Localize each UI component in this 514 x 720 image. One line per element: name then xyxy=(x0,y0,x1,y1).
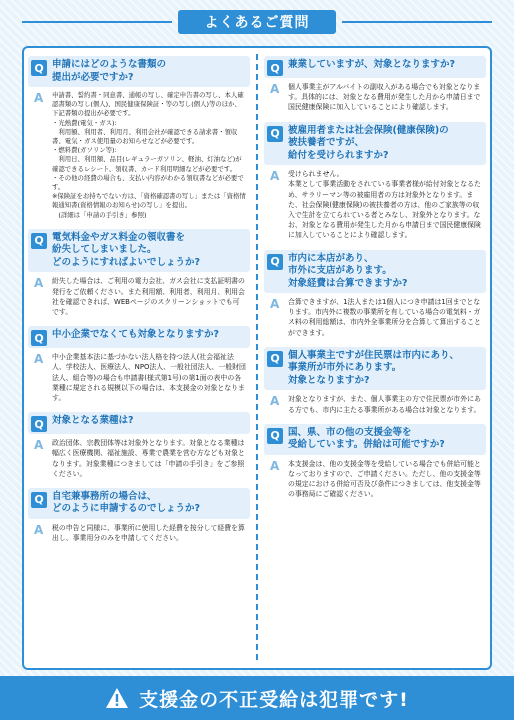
question-block xyxy=(264,424,486,455)
faq-column-right xyxy=(264,56,486,509)
question-text: 市内に本店があり、 市外に支店があります。 対象経費は合算できますか? xyxy=(288,252,408,289)
answer-text: 申請書、誓約書・同意書、通帳の写し、確定申告書の写し、本人確認書類の写し(個人)、国民健康保険証・等の写し(個人)等のほか、下記書類の提出が必要です。 ・光熱費(電気・ガス): 利用額、利用者、利用月、利用会社が確認できる請求書・領収書、電気・ガス使用量のお知らせなどが必要です。 ・燃料費(ガソリン等): 利用日、利用額、品目(レギュラーガソリン、軽油、灯油など)が確認できるレシート、領収書、カード利用明細などが必要です。 ・その他の経費の場合も、支払い内容がわかる領収書などが必要です。 ※保険証をお持ちでない方は、「資格確認書の写し」または「資格情報通知書(資格情報のお知らせ)の写し」を提出。 (詳細は「申請の手引き」参照) xyxy=(52,91,246,219)
answer-block xyxy=(28,272,250,319)
answer-text: 個人事業主がアルバイトの副収入がある場合でも対象となります。具体的には、対象となる費用が発生した月から申請日まで国民健康保険に加入していることにより確認します。 xyxy=(288,83,481,112)
warning-banner xyxy=(0,676,514,720)
question-mark-icon: Q xyxy=(267,351,283,367)
answer-text: 紛失した場合は、ご利用の電力会社、ガス会社に支払証明書の発行をご依頼ください。また利用額、利用者、利用月、利用会社を確認できれば、WEBページのスクリーンショットでも可です。 xyxy=(52,277,245,316)
question-block xyxy=(264,56,486,78)
faq-item xyxy=(28,412,250,481)
warning-text: 支援金の不正受給は犯罪です! xyxy=(139,688,409,711)
question-mark-icon: Q xyxy=(31,233,47,249)
answer-text: 対象となりますが、また、個人事業主の方で住民票が市外にある方でも、市内に主たる事業所がある場合は対象となります。 xyxy=(288,395,481,414)
question-block xyxy=(264,250,486,294)
faq-item xyxy=(28,488,250,545)
answer-mark-icon: A xyxy=(270,297,280,312)
question-text: 申請にはどのような書類の 提出が必要ですか? xyxy=(52,59,167,83)
answer-mark-icon: A xyxy=(34,522,44,537)
question-block xyxy=(28,326,250,348)
faq-item xyxy=(264,250,486,340)
answer-block xyxy=(264,390,486,416)
question-text: 中小企業でなくても対象となりますか? xyxy=(52,329,220,341)
question-mark-icon: Q xyxy=(267,126,283,142)
question-mark-icon: Q xyxy=(31,60,47,76)
question-mark-icon: Q xyxy=(31,416,47,432)
question-block xyxy=(264,122,486,166)
question-text: 国、県、市の他の支援金等を 受給しています。併給は可能ですか? xyxy=(288,426,445,451)
column-divider xyxy=(256,54,258,660)
title-rule-left xyxy=(22,21,172,23)
question-text: 兼業していますが、対象となりますか? xyxy=(288,59,456,70)
faq-item xyxy=(264,122,486,243)
answer-mark-icon: A xyxy=(270,394,280,409)
answer-mark-icon: A xyxy=(34,438,44,453)
question-mark-icon: Q xyxy=(31,492,47,508)
answer-block xyxy=(28,348,250,405)
question-text: 個人事業主ですが住民票は市内にあり、 事業所が市外にあります。 対象となりますか? xyxy=(288,349,460,386)
question-text: 自宅兼事務所の場合は、 どのように申請するのでしょうか? xyxy=(52,490,201,515)
question-text: 電気料金やガス料金の領収書を 紛失してしまいました。 どのようにすればよいでしょうか? xyxy=(52,231,201,268)
answer-mark-icon: A xyxy=(270,458,280,473)
faq-item xyxy=(28,326,250,405)
answer-block xyxy=(28,434,250,481)
warning-icon xyxy=(105,687,129,709)
answer-text: 政治団体、宗教団体等は対象外となります。対象となる業種は幅広く医療機関、福祉施設、専業で農業を営む方なども対象となります。対象業種につきましては「申請の手引き」をご参照ください。 xyxy=(52,439,245,478)
faq-item xyxy=(28,229,250,319)
question-mark-icon: Q xyxy=(267,254,283,270)
faq-item xyxy=(264,424,486,502)
answer-block xyxy=(264,78,486,115)
question-block xyxy=(28,56,250,87)
page-title: よくあるご質問 xyxy=(178,10,336,34)
faq-item xyxy=(264,347,486,417)
question-mark-icon: Q xyxy=(267,60,283,76)
answer-text: 本支援金は、他の支援金等を受給している場合でも併給可能となっておりますので、ご申請ください。ただし、他の支援金等の規定における併給可否及び条件につきましては、他支援金等の事務局にご確認ください。 xyxy=(288,459,481,499)
faq-column-left xyxy=(28,56,250,552)
answer-text: 税の申告と同様に、事業所に使用した経費を按分して経費を算出し、事業用分のみを申請してください。 xyxy=(52,523,245,543)
question-mark-icon: Q xyxy=(267,428,283,444)
question-block xyxy=(28,488,250,519)
answer-text: 受けられません。 本業として事業活動をされている事業者様が給付対象となるため、サラリーマン等の被雇用者の方は対象外となります。また、社会保険(健康保険)の被扶養者の方は、他のご家族等の収入で生計を立てられている者とみなし、対象外となります。なお、対象となる費用が発生した月から申請日まで国民健康保険に加入していることにより確認します。 xyxy=(288,170,481,240)
answer-block xyxy=(264,455,486,502)
question-block xyxy=(28,229,250,273)
title-rule-right xyxy=(342,21,492,23)
answer-mark-icon: A xyxy=(270,82,280,96)
question-block xyxy=(28,412,250,434)
answer-text: 中小企業基本法に基づかない法人格を持つ法人(社会福祉法人、学校法人、医療法人、NPO法人、一般社団法人、一般財団法人、組合等)の場合も申請書(様式第1号)の第1面の表中の各業種に規定される規模以下の場合は、本支援金の対象となります。 xyxy=(52,353,246,402)
answer-mark-icon: A xyxy=(34,352,44,367)
answer-mark-icon: A xyxy=(34,276,44,291)
answer-block xyxy=(28,87,250,222)
faq-item xyxy=(264,56,486,115)
question-text: 被雇用者または社会保険(健康保険)の 被扶養者ですが、 給付を受けられますか? xyxy=(288,124,449,161)
answer-mark-icon: A xyxy=(34,91,44,105)
question-block xyxy=(264,347,486,391)
question-mark-icon: Q xyxy=(31,330,47,346)
faq-item xyxy=(28,56,250,222)
question-text: 対象となる業種は? xyxy=(52,415,134,427)
answer-text: 合算できますが、1法人または1個人につき申請は1回までとなります。市内外に複数の事業所を有している場合の電気料・ガス料の利用総額は、市内外全事業所分を合算して算出することができます。 xyxy=(288,298,481,337)
answer-mark-icon: A xyxy=(270,169,280,184)
answer-block xyxy=(264,293,486,340)
answer-block xyxy=(28,519,250,545)
answer-block xyxy=(264,165,486,242)
